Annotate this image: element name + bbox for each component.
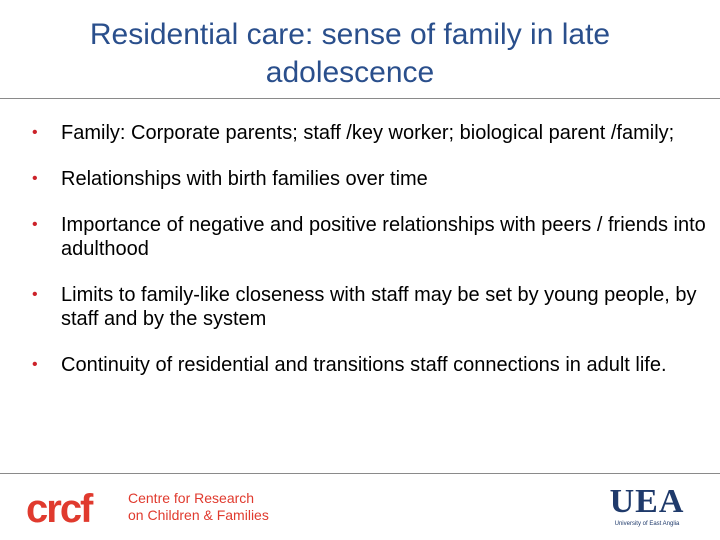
uea-logo-text: UEA <box>609 483 685 520</box>
slide-title: Residential care: sense of family in late adolescence <box>89 18 611 89</box>
bottom-divider <box>0 473 720 474</box>
bullet-item <box>32 283 712 331</box>
uea-logo <box>602 484 692 530</box>
bullet-text: Family: Corporate parents; staff /key worker; biological parent /family; <box>61 122 675 144</box>
bullet-list <box>32 121 712 399</box>
bullet-icon: • <box>32 286 38 303</box>
crcf-logo-text: crcf <box>26 487 92 530</box>
crcf-logo <box>26 484 120 530</box>
bullet-item <box>32 167 712 191</box>
bullet-icon: • <box>32 356 38 373</box>
bullet-item <box>32 121 712 145</box>
uea-subtitle: University of East Anglia <box>614 521 680 527</box>
bullet-text: Importance of negative and positive relationships with peers / friends into adulthood <box>61 214 706 260</box>
bullet-item <box>32 213 712 261</box>
bullet-icon: • <box>32 124 38 141</box>
bullet-icon: • <box>32 170 38 187</box>
bullet-item <box>32 353 712 377</box>
top-divider <box>0 98 720 99</box>
crcf-branding <box>26 484 269 530</box>
crcf-name-line2: on Children & Families <box>128 507 269 523</box>
bullet-text: Continuity of residential and transitions staff connections in adult life. <box>61 354 667 376</box>
bullet-text: Limits to family-like closeness with staff may be set by young people, by staff and by the system <box>61 284 697 330</box>
bullet-icon: • <box>32 216 38 233</box>
crcf-name <box>128 490 269 524</box>
bullet-text: Relationships with birth families over time <box>61 168 428 190</box>
crcf-name-line1: Centre for Research <box>128 490 255 506</box>
